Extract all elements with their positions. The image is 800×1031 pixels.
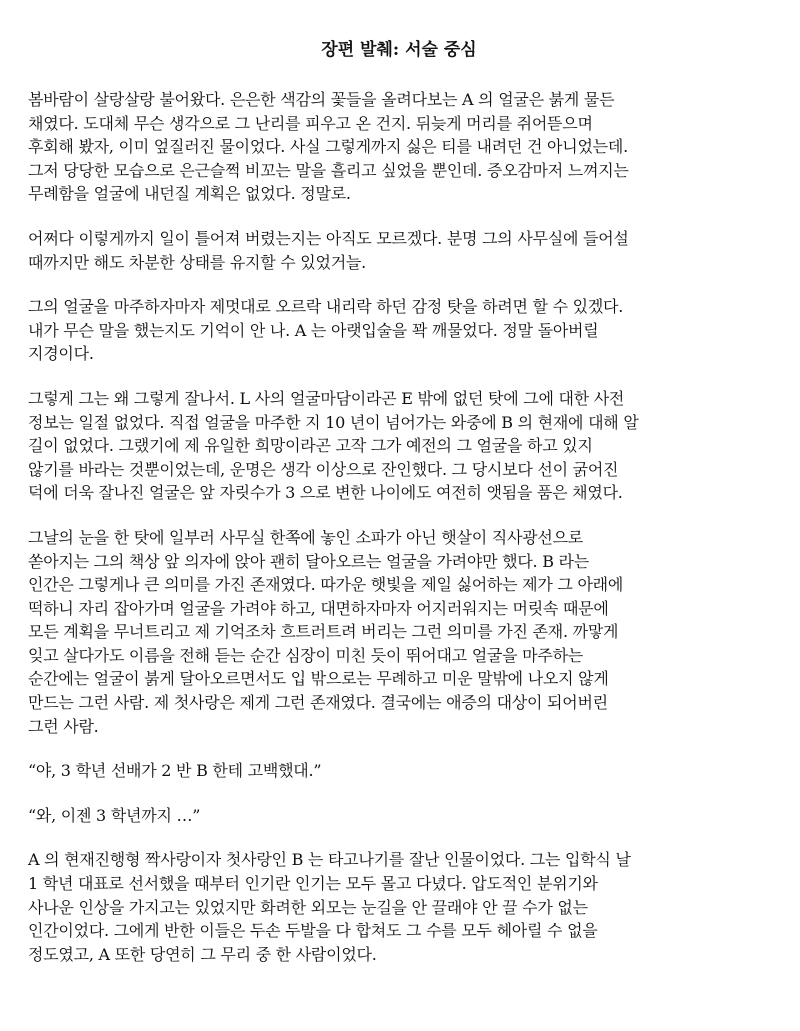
text-line: 그렇게 그는 왜 그렇게 잘나서. L 사의 얼굴마담이라곤 E 밖에 없던 탓에 그에 대한 사전 <box>28 388 625 408</box>
text-line: 지경이다. <box>28 344 94 364</box>
text-line: 인간이었다. 그에게 반한 이들은 두손 두발을 다 합쳐도 그 수를 모두 헤아릴 수 없을 <box>28 921 598 941</box>
paragraph-4 <box>28 387 770 505</box>
text-line: 1 학년 대표로 선서했을 때부터 인기란 인기는 모두 몰고 다녔다. 압도적인 분위기와 <box>28 874 598 894</box>
text-line: 않기를 바라는 것뿐이었는데, 운명은 생각 이상으로 잔인했다. 그 당시보다 선이 굵어진 <box>28 459 619 479</box>
paragraph-2 <box>28 227 770 274</box>
text-line: 길이 없었다. 그랬기에 제 유일한 희망이라곤 고작 그가 예전의 그 얼굴을 하고 있지 <box>28 436 593 456</box>
text-line: 후회해 봤자, 이미 엎질러진 물이었다. 사실 그렇게까지 싫은 티를 내려던 건 아니었는데. <box>28 137 628 157</box>
text-line: 인간은 그렇게나 큰 의미를 가진 존재였다. 따가운 햇빛을 제일 싫어하는 제가 그 아래에 <box>28 575 624 595</box>
text-line: 잊고 살다가도 이름을 전해 듣는 순간 심장이 미친 듯이 뛰어대고 얼굴을 마주하는 <box>28 645 583 665</box>
text-line: 쏟아지는 그의 책상 앞 의자에 앉아 괜히 달아오르는 얼굴을 가려야만 했다. B 라는 <box>28 551 589 571</box>
text-line: 어쩌다 이렇게까지 일이 틀어져 버렸는지는 아직도 모르겠다. 분명 그의 사무실에 들어설 <box>28 228 629 248</box>
text-line: 정보는 일절 없었다. 직접 얼굴을 마주한 지 10 년이 넘어가는 와중에 B 의 현재에 대해 알 <box>28 412 639 432</box>
text-line: 떡하니 자리 잡아가며 얼굴을 가려야 하고, 대면하자마자 어지러워지는 머릿속 때문에 <box>28 598 609 618</box>
paragraph-6-dialogue <box>28 759 770 783</box>
text-line: 그저 당당한 모습으로 은근슬쩍 비꼬는 말을 흘리고 싶었을 뿐인데. 증오감마저 느껴지는 <box>28 160 629 180</box>
paragraph-1 <box>28 88 770 206</box>
text-line: 모든 계획을 무너트리고 제 기억조차 흐트러트려 버리는 그런 의미를 가진 존재. 까맣게 <box>28 622 619 642</box>
paragraph-3 <box>28 295 770 366</box>
paragraph-7-dialogue <box>28 804 770 828</box>
text-line: 봄바람이 살랑살랑 불어왔다. 은은한 색감의 꽃들을 올려다보는 A 의 얼굴은 붉게 물든 <box>28 90 615 109</box>
paragraph-8 <box>28 848 770 966</box>
text-line: 덕에 더욱 잘나진 얼굴은 앞 자릿수가 3 으로 변한 나이에도 여전히 앳됨을 품은 채였다. <box>28 483 623 503</box>
text-line: “와, 이젠 3 학년까지 …” <box>28 805 201 825</box>
text-line: 만드는 그런 사람. 제 첫사랑은 제게 그런 존재였다. 결국에는 애증의 대상이 되어버린 <box>28 693 608 713</box>
text-line: 그런 사람. <box>28 716 99 736</box>
text-line: 그날의 눈을 한 탓에 일부러 사무실 한쪽에 놓인 소파가 아닌 햇살이 직사광선으로 <box>28 527 583 547</box>
text-line: A 의 현재진행형 짝사랑이자 첫사랑인 B 는 타고나기를 잘난 인물이었다. 그는 입학식 날 <box>28 850 631 870</box>
text-line: 그의 얼굴을 마주하자마자 제멋대로 오르락 내리락 하던 감정 탓을 하려면 할 수 있겠다. <box>28 297 624 317</box>
text-line: 무례함을 얼굴에 내던질 계획은 없었다. 정말로. <box>28 184 351 204</box>
text-line: 내가 무슨 말을 했는지도 기억이 안 나. A 는 아랫입술을 꽉 깨물었다. 정말 돌아버릴 <box>28 320 599 340</box>
document-title: 장편 발췌: 서술 중심 <box>321 40 477 60</box>
text-line: “야, 3 학년 선배가 2 반 B 한테 고백했대.” <box>28 761 322 781</box>
text-line: 채였다. 도대체 무슨 생각으로 그 난리를 피우고 온 건지. 뒤늦게 머리를 쥐어뜯으며 <box>28 113 593 133</box>
text-line: 사나운 인상을 가지고는 있었지만 화려한 외모는 눈길을 안 끌래야 안 끌 수가 없는 <box>28 897 588 917</box>
text-line: 때까지만 해도 차분한 상태를 유지할 수 있었거늘. <box>28 252 366 272</box>
text-line: 순간에는 얼굴이 붉게 달아오르면서도 입 밖으로는 무례하고 미운 말밖에 나오지 않게 <box>28 669 609 689</box>
paragraph-5 <box>28 526 770 738</box>
text-line: 정도였고, A 또한 당연히 그 무리 중 한 사람이었다. <box>28 944 377 964</box>
